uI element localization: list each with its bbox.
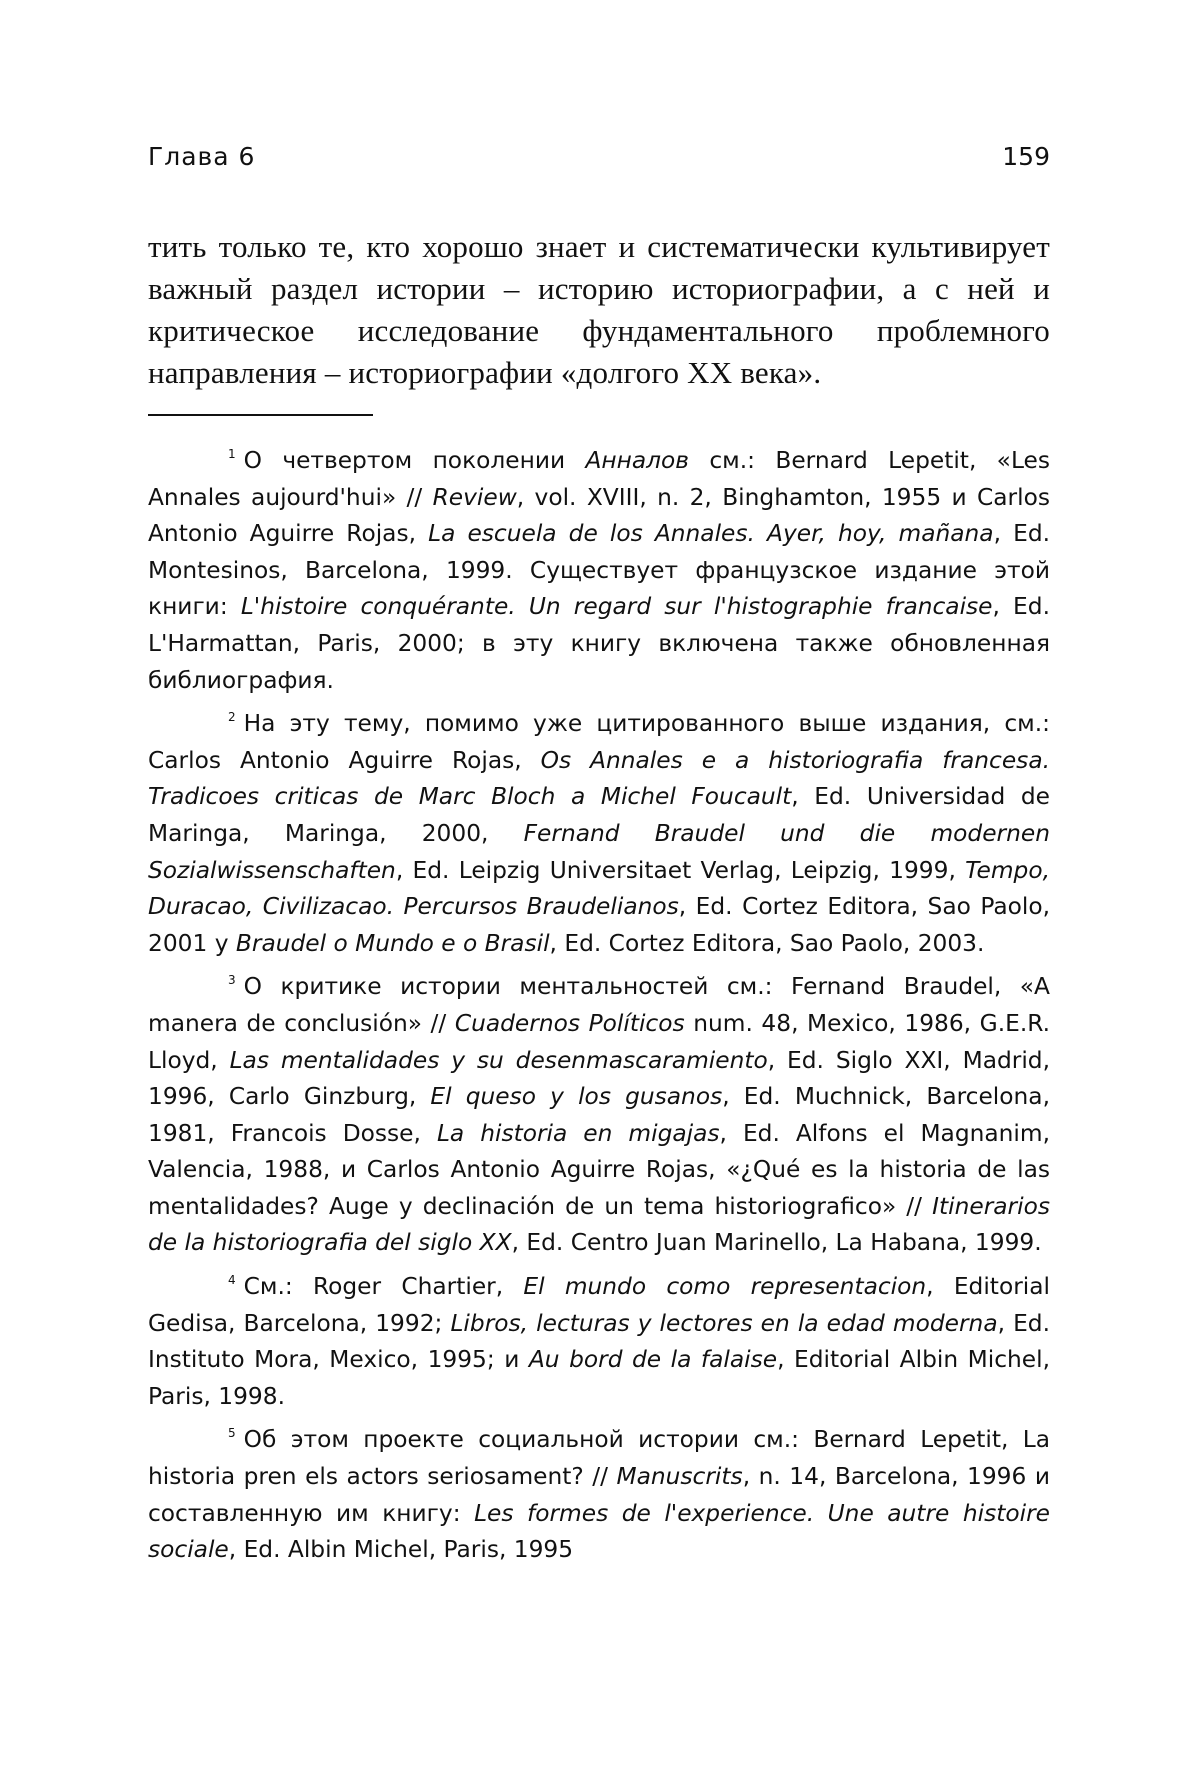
footnote-text: , vol. XVIII, n. 2, Binghamton, 1955 и Carlos Antonio Aguirre Rojas, <box>148 483 1050 548</box>
footnote-title: El queso y los gusanos <box>430 1083 723 1111</box>
footnote-1 <box>148 436 1050 699</box>
footnote-text: О четвертом поколении <box>243 447 586 474</box>
footnote-marker: 4 <box>228 1273 236 1288</box>
footnote-text: , Ed. Centro Juan Marinello, La Habana, 1999. <box>511 1229 1042 1257</box>
footnote-marker: 5 <box>228 1426 236 1441</box>
footnote-title: Las mentalidades y su desenmascaramiento <box>229 1046 768 1074</box>
footnote-text: , Ed. Montesinos, Barcelona, 1999. Существует французское издание этой книги: <box>148 520 1051 621</box>
footnote-text: См.: Roger Chartier, <box>243 1273 524 1301</box>
footnote-title: La historia en migajas <box>436 1119 720 1147</box>
footnote-text: О критике истории ментальностей см.: Fernand Braudel, «A manera de conclusión» // <box>148 973 1050 1037</box>
footnote-text: , Ed. Siglo XXI, Madrid, 1996, Carlo Ginzburg, <box>148 1046 1051 1111</box>
footnote-title: La escuela de los Annales. Ayer, hoy, mañana <box>428 520 994 548</box>
footnote-4 <box>148 1262 1050 1415</box>
footnote-title: Tempo, Duracao, Civilizacao. Percursos Braudelianos <box>148 856 1050 921</box>
footnote-title: Review <box>432 483 517 511</box>
footnote-title: L'histoire conquérante. Un regard sur l'histographie francaise <box>240 593 993 621</box>
chapter-title: Глава 6 <box>148 142 256 171</box>
footnote-separator <box>148 414 373 416</box>
footnote-marker: 2 <box>228 710 236 725</box>
footnote-text: num. 48, Mexico, 1986, G.E.R. Lloyd, <box>148 1009 1051 1074</box>
footnote-text: На эту тему, помимо уже цитированного выше издания, см.: Carlos Antonio Aguirre Rojas, <box>148 710 1050 774</box>
running-header <box>148 142 1050 182</box>
footnote-text: , Editorial Albin Michel, Paris, 1998. <box>148 1346 1050 1410</box>
footnote-title: Braudel o Mundo e o Brasil <box>235 929 550 957</box>
footnote-title: Анналов <box>585 447 690 474</box>
footnote-text: см.: Bernard Lepetit, «Les Annales aujourd'hui» // <box>148 447 1050 511</box>
footnote-title: Les formes de l'experience. Une autre histoire sociale <box>148 1499 1050 1564</box>
footnote-title: Fernand Braudel und die modernen Sozialwissenschaften <box>148 819 1050 884</box>
footnote-text: , Ed. Muchnick, Barcelona, 1981, Francois Dosse, <box>148 1083 1050 1147</box>
footnote-title: El mundo como representacion <box>523 1273 927 1301</box>
footnote-text: , Ed. L'Harmattan, Paris, 2000; в эту книгу включена также обновленная библиография. <box>148 593 1050 694</box>
footnote-text: , Ed. Leipzig Universitaet Verlag, Leipzig, 1999, <box>395 856 966 884</box>
footnote-marker: 3 <box>228 973 236 988</box>
footnote-text: , Ed. Instituto Mora, Mexico, 1995; и <box>148 1309 1050 1374</box>
footnote-text: , Ed. Alfons el Magnanim, Valencia, 1988, и Carlos Antonio Aguirre Rojas, «¿Qué es la historia de las mentalidades? Auge y declinación de un tema historiografico» // <box>148 1119 1051 1220</box>
footnote-text: , Ed. Cortez Editora, Sao Paolo, 2003. <box>549 929 985 957</box>
footnote-title: Itinerarios de la historiografia del siglo XX <box>148 1192 1050 1257</box>
footnotes <box>148 436 1050 1569</box>
footnote-text: , n. 14, Barcelona, 1996 и составленную им книгу: <box>148 1463 1050 1527</box>
page-number: 159 <box>1002 142 1050 171</box>
footnote-3 <box>148 962 1050 1262</box>
footnote-title: Cuadernos Políticos <box>454 1009 685 1037</box>
footnote-text: , Ed. Cortez Editora, Sao Paolo, 2001 y <box>148 893 1051 957</box>
footnote-2 <box>148 699 1050 962</box>
footnote-title: Os Annales e a historiografia francesa. Tradicoes criticas de Marc Bloch a Michel Foucault <box>148 746 1051 811</box>
footnote-marker: 1 <box>228 447 236 461</box>
footnote-title: Manuscrits <box>616 1463 743 1491</box>
footnote-text: , Ed. Universidad de Maringa, Maringa, 2000, <box>148 783 1050 847</box>
body-paragraph: тить только те, кто хорошо знает и систематически культивирует важный раздел истории – историю историографии, а с ней и критическое исследование фундаментального проблемного направления – историографии «долгого XX века». <box>148 229 1050 390</box>
footnote-text: Об этом проекте социальной истории см.: Bernard Lepetit, La historia pren els actors seriosament? // <box>148 1426 1050 1491</box>
footnote-5 <box>148 1415 1050 1568</box>
footnote-text: , Editorial Gedisa, Barcelona, 1992; <box>148 1273 1050 1337</box>
footnote-title: Libros, lecturas y lectores en la edad moderna <box>450 1309 998 1337</box>
footnote-title: Au bord de la falaise <box>528 1346 778 1374</box>
footnote-text: , Ed. Albin Michel, Paris, 1995 <box>228 1536 574 1564</box>
